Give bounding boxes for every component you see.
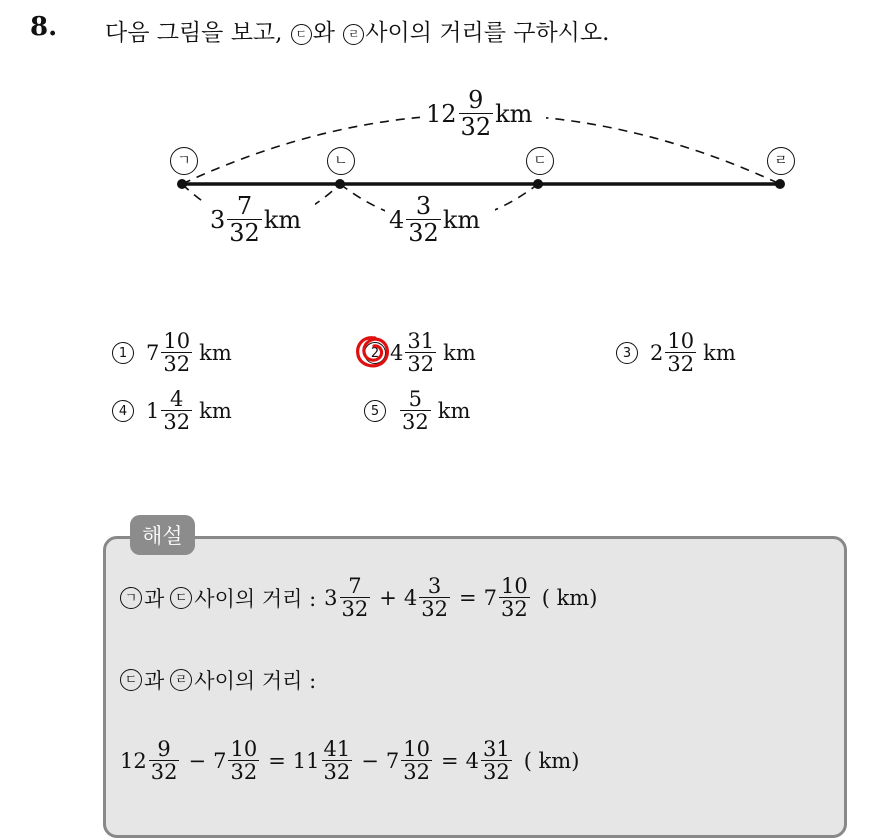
question-number: 8. (30, 12, 58, 42)
option-1-whole: 7 (146, 341, 160, 366)
seg2-num: 3 (415, 192, 432, 220)
option-5-den: 32 (402, 410, 429, 435)
sol1-unit: ( km) (541, 586, 598, 611)
sol3-unit: ( km) (523, 749, 580, 774)
sol1-t2-whole: 4 (403, 586, 418, 611)
sol3-t3-num: 41 (323, 737, 351, 761)
sol3-t1-whole: 12 (120, 749, 147, 774)
sol1-conj: 과 (144, 587, 165, 612)
seg1-den: 32 (229, 219, 260, 248)
sol1-r-den: 32 (500, 597, 528, 622)
sol3-t4-den: 32 (403, 760, 430, 785)
sol3-r-whole: 4 (465, 749, 479, 774)
option-2-marker: 2 (364, 342, 386, 364)
option-5-fraction (400, 388, 431, 434)
sol3-eq2: = (440, 749, 459, 774)
seg1-num: 7 (236, 192, 253, 220)
solution-line-3 (120, 738, 579, 784)
circled-label-c: ㄷ (291, 24, 312, 45)
point-label-a: ㄱ (170, 147, 198, 175)
sol2-circle-d: ㄹ (170, 669, 192, 691)
option-3-whole: 2 (650, 341, 664, 366)
total-num: 9 (468, 86, 484, 114)
point-label-c: ㄷ (526, 147, 554, 175)
option-2-whole: 4 (390, 341, 404, 366)
sol3-r-den: 32 (482, 760, 510, 785)
segment2-label (389, 194, 480, 247)
solution-tag: 해설 (130, 515, 195, 555)
point-a-dot (177, 179, 187, 189)
sol1-t2-fraction (419, 575, 450, 621)
seg1-fraction (227, 194, 262, 247)
segment1-label (210, 194, 301, 247)
sol3-t3-fraction (322, 738, 353, 784)
sol1-eq: = (458, 586, 477, 611)
option-1-unit: km (199, 341, 232, 366)
sol1-circle-a: ㄱ (120, 587, 142, 609)
sol3-op2: − (361, 749, 379, 774)
option-4-num: 4 (170, 387, 184, 411)
question-text-before: 다음 그림을 보고, (105, 20, 283, 46)
point-label-d: ㄹ (767, 147, 795, 175)
seg1-unit: km (263, 206, 302, 235)
seg2-fraction (406, 194, 441, 247)
sol3-t3-den: 32 (323, 760, 351, 785)
sol3-op1: − (188, 749, 207, 774)
total-unit: km (495, 100, 533, 129)
sol1-t2-num: 3 (427, 574, 442, 598)
seg2-whole: 4 (389, 206, 405, 235)
solution-line-1 (120, 575, 597, 621)
option-4-fraction (161, 388, 192, 434)
sol2-label: 사이의 거리 : (194, 669, 317, 693)
solution-line-2 (120, 665, 316, 695)
option-4-whole: 1 (146, 399, 160, 424)
point-d-dot (775, 179, 785, 189)
question-text-mid: 와 (312, 20, 335, 46)
option-4-marker: 4 (112, 400, 134, 422)
total-fraction (459, 88, 494, 141)
option-2-num: 31 (407, 329, 435, 353)
option-3-unit: km (703, 341, 736, 366)
option-1-fraction (161, 330, 192, 376)
option-5-num: 5 (408, 387, 423, 411)
sol3-t1-den: 32 (150, 760, 178, 785)
sol2-circle-c: ㄷ (120, 669, 142, 691)
selection-mark (353, 332, 393, 372)
option-2-unit: km (443, 341, 476, 366)
option-5[interactable] (364, 388, 470, 434)
circled-label-d: ㄹ (343, 24, 364, 45)
sol3-t2-whole: 7 (213, 749, 227, 774)
point-c-dot (533, 179, 543, 189)
sol1-t1-fraction (340, 575, 371, 621)
option-1-den: 32 (163, 352, 191, 377)
seg2-den: 32 (408, 219, 439, 248)
total-whole: 12 (426, 100, 457, 129)
option-4-den: 32 (163, 410, 191, 435)
sol3-r-fraction (481, 738, 512, 784)
option-1-num: 10 (163, 329, 191, 353)
option-4-unit: km (199, 399, 232, 424)
option-5-marker: 5 (364, 400, 386, 422)
total-distance-label (426, 88, 532, 141)
option-3-marker: 3 (616, 342, 638, 364)
sol1-t1-den: 32 (341, 597, 369, 622)
sol3-t4-whole: 7 (385, 749, 400, 774)
sol2-conj: 과 (144, 669, 165, 693)
option-3-fraction (665, 330, 696, 376)
sol1-t2-den: 32 (421, 597, 448, 622)
seg1-whole: 3 (210, 206, 226, 235)
sol1-circle-c: ㄷ (170, 587, 192, 609)
total-den: 32 (460, 113, 492, 142)
option-1[interactable] (112, 330, 232, 376)
option-3-den: 32 (667, 352, 695, 377)
sol1-t1-whole: 3 (324, 586, 338, 611)
sol1-label: 사이의 거리 : (194, 587, 317, 612)
seg2-unit: km (442, 206, 481, 235)
option-1-marker: 1 (112, 342, 134, 364)
option-3-num: 10 (667, 329, 695, 353)
sol3-t1-fraction (149, 738, 180, 784)
sol3-t1-num: 9 (157, 737, 171, 761)
sol1-r-fraction (499, 575, 530, 621)
point-b-dot (335, 179, 345, 189)
sol1-r-whole: 7 (483, 586, 497, 611)
sol3-t4-num: 10 (403, 737, 430, 761)
option-4[interactable] (112, 388, 232, 434)
sol3-t2-den: 32 (230, 760, 258, 785)
sol3-t3-whole: 11 (292, 749, 320, 774)
option-5-unit: km (437, 399, 471, 424)
sol1-t1-num: 7 (348, 574, 362, 598)
sol3-t2-fraction (228, 738, 259, 784)
option-2-fraction (405, 330, 436, 376)
sol3-eq1: = (268, 749, 286, 774)
sol3-t2-num: 10 (230, 737, 258, 761)
option-2-den: 32 (407, 352, 435, 377)
sol3-t4-fraction (401, 738, 432, 784)
option-3[interactable] (616, 330, 736, 376)
sol1-op1: + (379, 586, 397, 611)
distance-diagram (0, 0, 884, 300)
point-label-b: ㄴ (327, 147, 355, 175)
sol3-r-num: 31 (482, 737, 510, 761)
question-text-after: 사이의 거리를 구하시오. (365, 20, 610, 46)
sol1-r-num: 10 (500, 574, 528, 598)
